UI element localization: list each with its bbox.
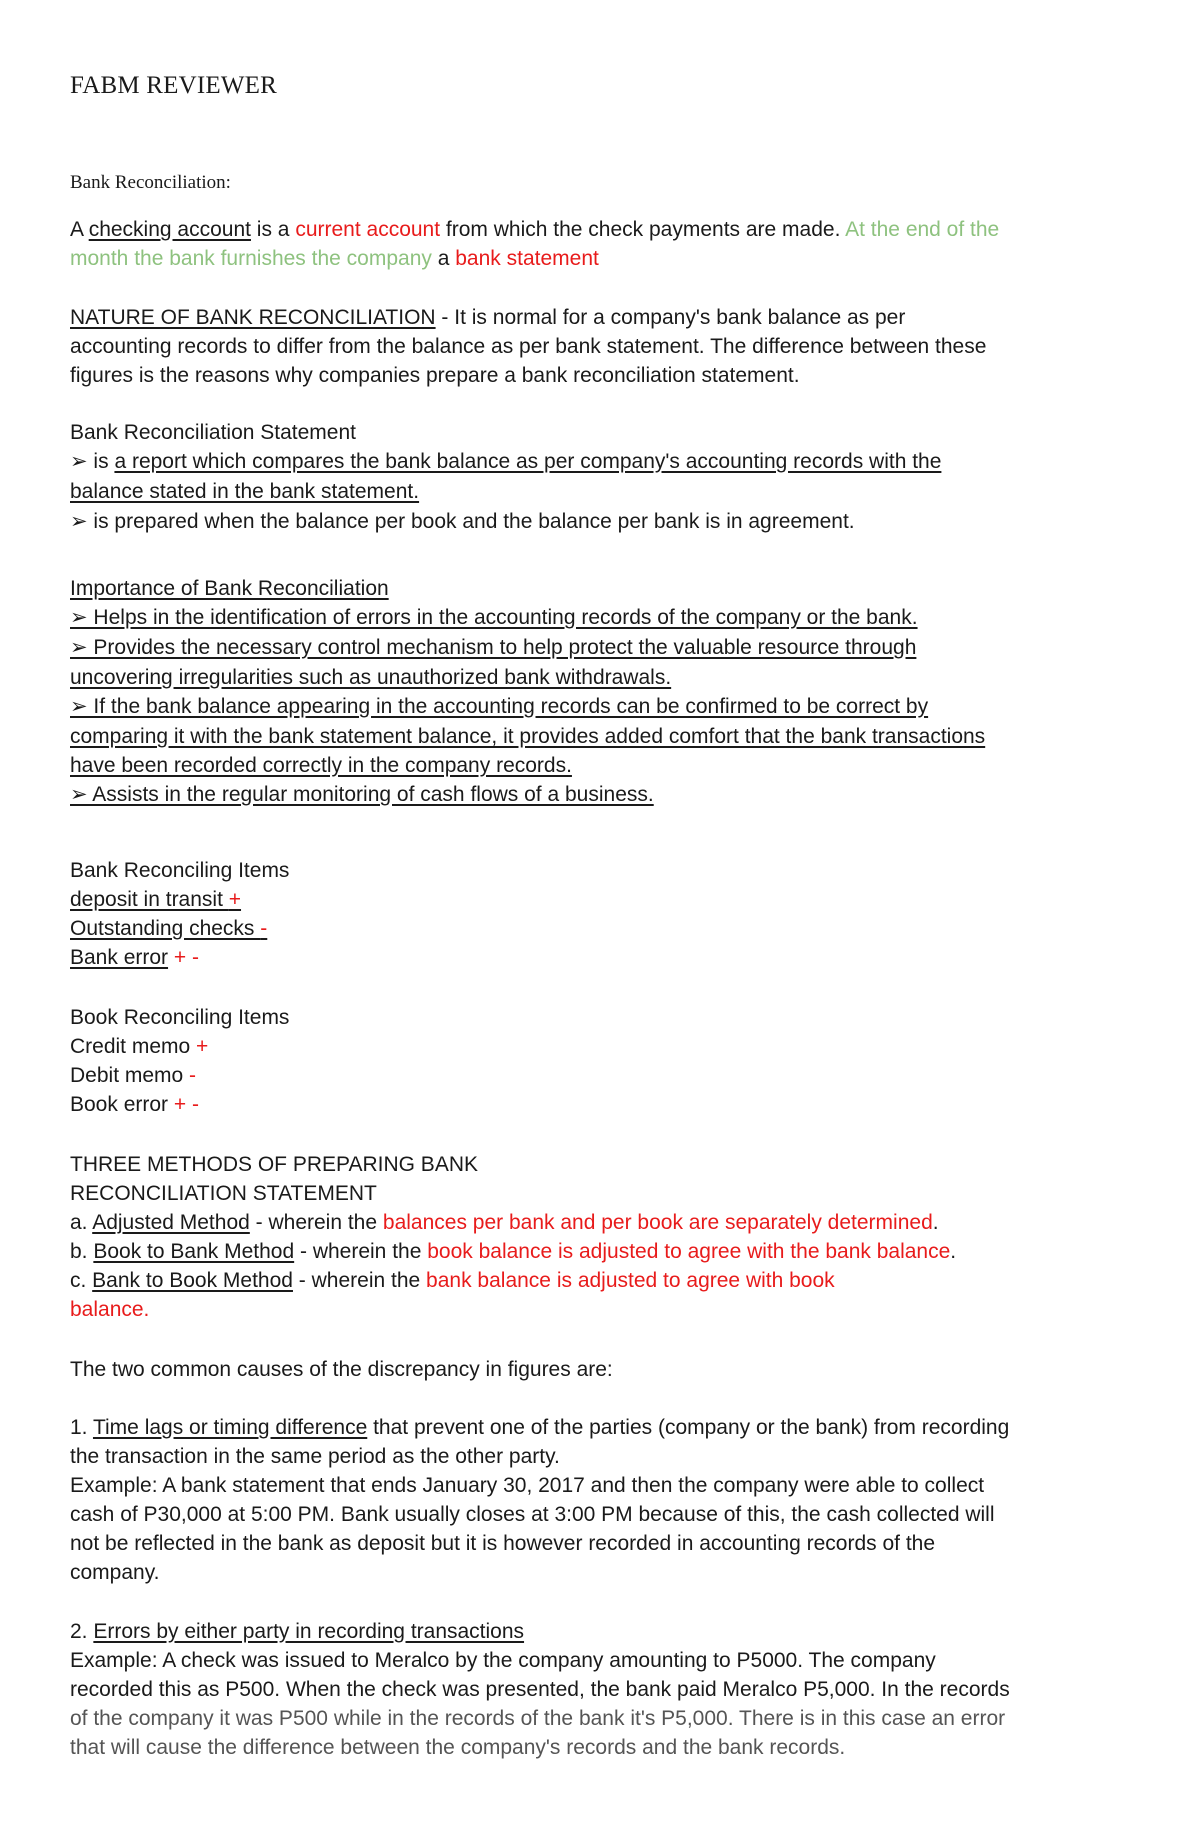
importance-line: ➢ If the bank balance appearing in the accounting records can be confirmed to be correct by	[70, 695, 929, 718]
method-text: .	[950, 1240, 957, 1263]
book-items-heading: Book Reconciling Items	[70, 1006, 290, 1029]
nature-text: - It is normal for a company's bank balance as per	[435, 306, 906, 329]
importance-line: ➢ Assists in the regular monitoring of cash flows of a business.	[70, 783, 654, 806]
importance-line: comparing it with the bank statement balance, it provides added comfort that the bank transactions	[70, 725, 986, 748]
plus-sign: +	[196, 1035, 209, 1058]
timing-difference-term: Time lags or timing difference	[92, 1416, 368, 1439]
importance-heading: Importance of Bank Reconciliation	[70, 577, 389, 600]
book-items-section	[70, 1003, 289, 1119]
document-title: FABM REVIEWER	[70, 72, 277, 99]
plus-sign: +	[228, 888, 242, 911]
nature-paragraph	[70, 303, 986, 390]
bank-error: Bank error	[70, 946, 169, 969]
example-text: cash of P30,000 at 5:00 PM. Bank usually closes at 3:00 PM because of this, the cash collected will	[70, 1503, 995, 1526]
cause-text: that prevent one of the parties (company or the bank) from recording	[367, 1416, 1010, 1439]
example-text: Example: A bank statement that ends January 30, 2017 and then the company were able to collect	[70, 1474, 985, 1497]
book-error: Book error	[70, 1093, 174, 1116]
intro-text: a	[431, 247, 456, 270]
bullet-text: ➢ is prepared when the balance per book and the balance per bank is in agreement.	[70, 510, 855, 533]
importance-line: have been recorded correctly in the company records.	[70, 754, 572, 777]
bullet-text: ➢ is	[70, 450, 115, 473]
credit-memo: Credit memo	[70, 1035, 197, 1058]
recording-errors-term: Errors by either party in recording transactions	[93, 1620, 525, 1643]
methods-section	[70, 1150, 956, 1324]
example-text: of the company it was P500 while in the records of the bank it's P5,000. There is in this case an error	[70, 1707, 1006, 1730]
plus-minus-sign: + -	[173, 1093, 199, 1116]
bank-statement-term: bank statement	[455, 247, 599, 270]
debit-memo: Debit memo	[70, 1064, 190, 1087]
method-text: .	[932, 1211, 939, 1234]
book-to-bank-term: Book to Bank Method	[93, 1240, 295, 1263]
importance-section	[70, 574, 985, 810]
definition-text: a report which compares the bank balance as per company's accounting records with the	[114, 450, 942, 473]
deposit-in-transit: deposit in transit	[70, 888, 229, 911]
method-description: bank balance is adjusted to agree with book	[426, 1269, 835, 1292]
bank-items-section	[70, 856, 289, 972]
adjusted-method-term: Adjusted Method	[92, 1211, 250, 1234]
cause-one	[70, 1413, 1009, 1587]
method-text: - wherein the	[294, 1240, 428, 1263]
example-text: recorded this as P500. When the check was presented, the bank paid Meralco P5,000. In the records	[70, 1678, 1010, 1701]
bank-to-book-term: Bank to Book Method	[92, 1269, 293, 1292]
example-text: that will cause the difference between the company's records and the bank records.	[70, 1736, 846, 1759]
cause-number: 2.	[70, 1620, 94, 1643]
intro-text: is a	[250, 218, 296, 241]
example-text: not be reflected in the bank as deposit but it is however recorded in accounting records of the	[70, 1532, 936, 1555]
method-text: - wherein the	[292, 1269, 427, 1292]
method-letter: c.	[70, 1269, 93, 1292]
method-description: balance.	[70, 1298, 150, 1321]
method-letter: b.	[70, 1240, 94, 1263]
method-description: balances per bank and per book are separately determined	[382, 1211, 933, 1234]
intro-paragraph	[70, 215, 999, 273]
plus-minus-sign: + -	[168, 946, 199, 969]
method-description: book balance is adjusted to agree with the bank balance	[427, 1240, 951, 1263]
causes-intro: The two common causes of the discrepancy in figures are:	[70, 1358, 613, 1381]
highlight-text: At the end of the	[845, 218, 1000, 241]
bank-items-heading: Bank Reconciling Items	[70, 859, 290, 882]
statement-heading: Bank Reconciliation Statement	[70, 421, 356, 444]
highlight-text: month the bank furnishes the company	[70, 247, 432, 270]
cause-text: the transaction in the same period as the other party.	[70, 1445, 560, 1468]
example-text: company.	[70, 1561, 160, 1584]
current-account-term: current account	[295, 218, 441, 241]
minus-sign: -	[260, 917, 268, 940]
cause-two	[70, 1617, 1010, 1762]
statement-section	[70, 418, 941, 537]
importance-line: uncovering irregularities such as unauthorized bank withdrawals.	[70, 666, 672, 689]
methods-heading: RECONCILIATION STATEMENT	[70, 1182, 377, 1205]
intro-text: A	[70, 218, 89, 241]
nature-text: figures is the reasons why companies prepare a bank reconciliation statement.	[70, 364, 800, 387]
outstanding-checks: Outstanding checks	[70, 917, 261, 940]
importance-line: ➢ Helps in the identification of errors in the accounting records of the company or the bank.	[70, 606, 918, 629]
nature-heading: NATURE OF BANK RECONCILIATION	[70, 306, 436, 329]
method-text: - wherein the	[249, 1211, 383, 1234]
importance-line: ➢ Provides the necessary control mechanism to help protect the valuable resource through	[70, 636, 917, 659]
definition-text: balance stated in the bank statement.	[70, 480, 420, 503]
checking-account-term: checking account	[88, 218, 251, 241]
intro-text: from which the check payments are made.	[440, 218, 846, 241]
methods-heading: THREE METHODS OF PREPARING BANK	[70, 1153, 478, 1176]
method-letter: a.	[70, 1211, 93, 1234]
minus-sign: -	[189, 1064, 197, 1087]
example-text: Example: A check was issued to Meralco by the company amounting to P5000. The company	[70, 1649, 936, 1672]
cause-number: 1.	[70, 1416, 93, 1439]
nature-text: accounting records to differ from the balance as per bank statement. The difference between these	[70, 335, 987, 358]
section-heading: Bank Reconciliation:	[70, 172, 231, 193]
